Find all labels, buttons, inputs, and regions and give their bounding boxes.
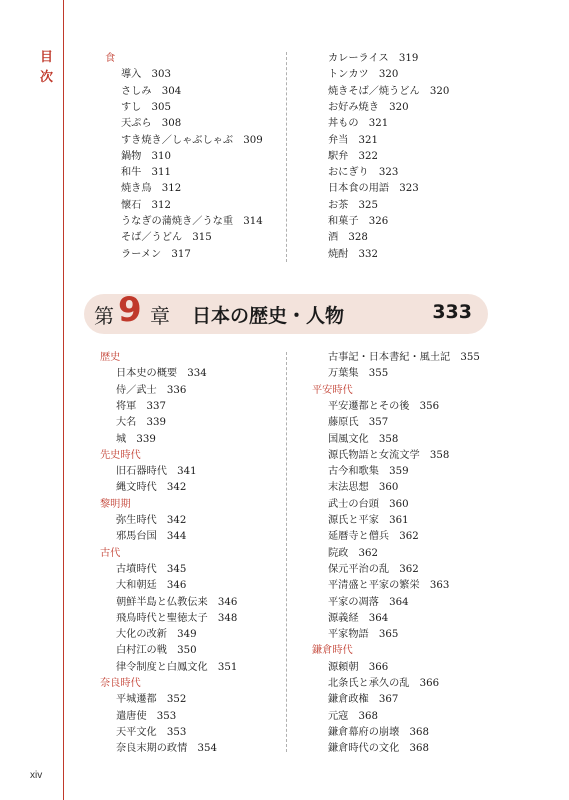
toc-entry: 末法思想 360 [328, 482, 399, 494]
toc-entry: 侍／武士 336 [116, 384, 187, 396]
side-tab-char: 次 [40, 70, 54, 85]
toc-entry: 律令制度と白鳳文化 351 [116, 661, 238, 673]
chapter-number: 9 [118, 290, 142, 330]
toc-entry: 焼き鳥 312 [121, 183, 182, 195]
toc-entry: 武士の台頭 360 [328, 498, 409, 510]
toc-entry: 大化の改新 349 [116, 629, 197, 641]
toc-entry: 将軍 337 [116, 400, 167, 412]
toc-entry: 延暦寺と僧兵 362 [328, 531, 419, 543]
toc-entry: 鎌倉時代の文化 368 [328, 743, 429, 755]
margin-rule [63, 0, 64, 800]
toc-entry: 城 339 [116, 433, 156, 445]
chapter-prefix: 第 [94, 304, 114, 328]
toc-entry: ラーメン 317 [121, 248, 191, 260]
toc-entry: さしみ 304 [121, 85, 182, 97]
page-number: xiv [30, 770, 43, 781]
toc-entry: 酒 328 [328, 232, 368, 244]
toc-section-heading: 黎明期 [100, 498, 131, 510]
toc-entry: 藤原氏 357 [328, 417, 389, 429]
column-divider [286, 52, 287, 262]
toc-entry: 大和朝廷 346 [116, 580, 187, 592]
toc-section-heading: 食 [105, 53, 116, 64]
toc-entry: 日本食の用語 323 [328, 183, 419, 195]
toc-entry: 北条氏と承久の乱 366 [328, 678, 440, 689]
toc-entry: 平城遷都 352 [116, 694, 187, 706]
toc-entry: 飛鳥時代と聖徳太子 348 [116, 612, 238, 624]
toc-entry: 元寇 368 [328, 710, 379, 722]
toc-entry: そば／うどん 315 [121, 232, 212, 244]
toc-entry: 鍋物 310 [121, 150, 172, 162]
toc-entry: 邪馬台国 344 [116, 531, 187, 543]
toc-entry: 焼酎 332 [328, 248, 379, 260]
toc-entry: 奈良末期の政情 354 [116, 743, 217, 755]
toc-entry: 古事記・日本書紀・風土記 355 [328, 352, 480, 363]
toc-entry: すし 305 [121, 101, 172, 113]
column-divider [286, 352, 287, 752]
toc-entry: 平家物語 365 [328, 629, 399, 641]
toc-entry: うなぎの蒲焼き／うな重 314 [121, 216, 263, 227]
toc-entry: お茶 325 [328, 199, 379, 211]
side-tab-char: 目 [40, 50, 54, 65]
toc-entry: 平家の凋落 364 [328, 596, 409, 608]
toc-entry: カレーライス 319 [328, 53, 419, 64]
toc-entry: 鎌倉政権 367 [328, 694, 399, 706]
toc-entry: 国風文化 358 [328, 433, 399, 445]
toc-entry: 源義経 364 [328, 612, 389, 624]
toc-entry: すき焼き／しゃぶしゃぶ 309 [121, 134, 263, 146]
toc-entry: 天平文化 353 [116, 726, 187, 738]
toc-entry: 焼きそば／焼うどん 320 [328, 85, 450, 97]
toc-section-heading: 歴史 [100, 352, 121, 363]
toc-entry: おにぎり 323 [328, 167, 399, 179]
toc-entry: 古墳時代 345 [116, 563, 187, 575]
toc-entry: 和菓子 326 [328, 216, 389, 227]
toc-entry: 万葉集 355 [328, 368, 389, 380]
toc-entry: 日本史の概要 334 [116, 368, 207, 380]
toc-entry: 弁当 321 [328, 134, 379, 146]
toc-entry: トンカツ 320 [328, 69, 399, 81]
toc-entry: 駅弁 322 [328, 150, 379, 162]
toc-entry: お好み焼き 320 [328, 101, 409, 113]
chapter-suffix: 章 [150, 304, 170, 328]
toc-entry: 白村江の戦 350 [116, 645, 197, 657]
toc-entry: 平安遷都とその後 356 [328, 400, 440, 412]
toc-entry: 平清盛と平家の繁栄 363 [328, 580, 450, 592]
toc-entry: 古今和歌集 359 [328, 466, 409, 478]
toc-section-heading: 奈良時代 [100, 678, 141, 689]
toc-section-heading: 先史時代 [100, 449, 141, 461]
chapter-page: 333 [432, 301, 472, 323]
toc-entry: 懐石 312 [121, 199, 172, 211]
toc-entry: 丼もの 321 [328, 118, 389, 130]
toc-entry: 鎌倉幕府の崩壊 368 [328, 726, 429, 738]
toc-entry: 天ぷら 308 [121, 118, 182, 130]
toc-entry: 保元平治の乱 362 [328, 563, 419, 575]
toc-entry: 遣唐使 353 [116, 710, 177, 722]
toc-section-heading: 平安時代 [312, 384, 353, 396]
side-tab [40, 48, 56, 88]
toc-entry: 源氏と平家 361 [328, 515, 409, 526]
toc-entry: 源頼朝 366 [328, 661, 389, 673]
toc-entry: 源氏物語と女流文学 358 [328, 449, 450, 461]
toc-entry: 大名 339 [116, 417, 167, 429]
chapter-title: 日本の歴史・人物 [192, 305, 345, 327]
toc-entry: 朝鮮半島と仏教伝来 346 [116, 596, 238, 608]
toc-section-heading: 鎌倉時代 [312, 645, 353, 657]
chapter-heading [84, 290, 488, 334]
toc-section-heading: 古代 [100, 547, 121, 559]
toc-entry: 旧石器時代 341 [116, 466, 197, 478]
toc-entry: 和牛 311 [121, 167, 172, 179]
toc-entry: 弥生時代 342 [116, 515, 187, 526]
toc-entry: 縄文時代 342 [116, 482, 187, 494]
toc-entry: 院政 362 [328, 547, 379, 559]
toc-entry: 導入 303 [121, 69, 172, 81]
